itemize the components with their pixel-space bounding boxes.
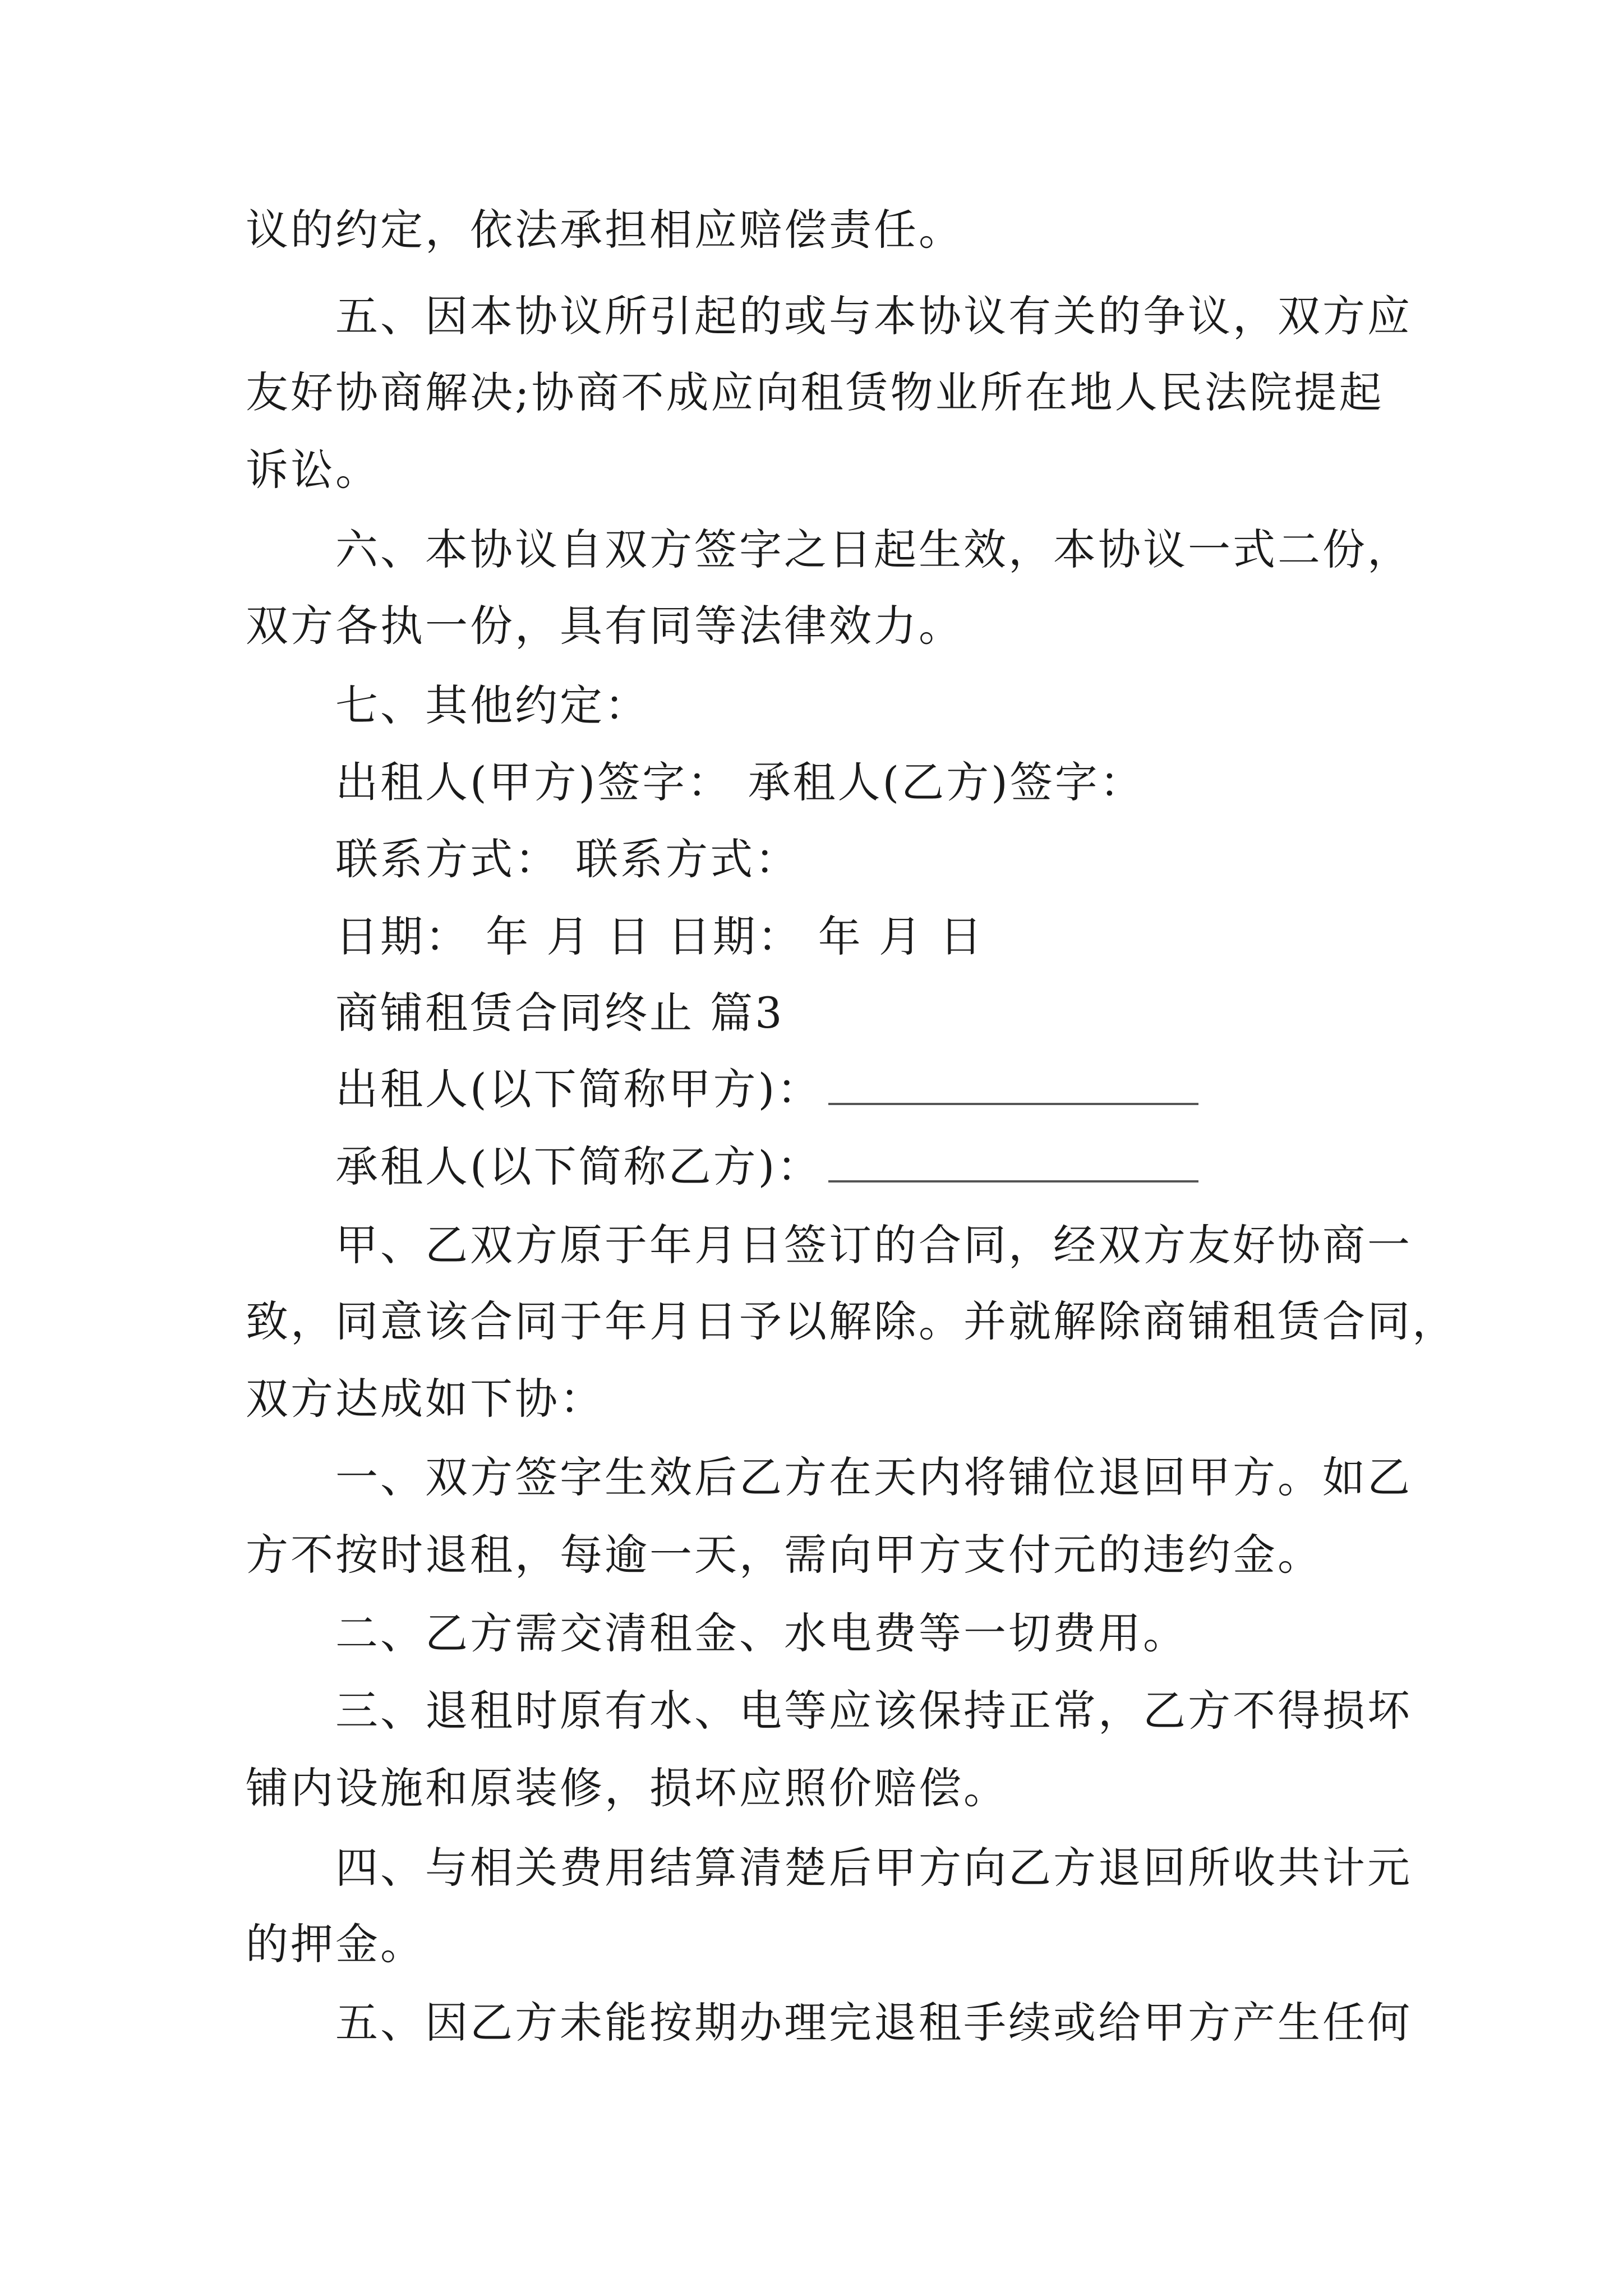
section-heading: 商铺租赁合同终止 篇3 bbox=[335, 988, 785, 1038]
lessee-blank-underline bbox=[828, 1180, 1198, 1182]
body-text-line: 六、本协议自双方签字之日起生效，本协议一式二份， bbox=[335, 524, 1412, 574]
body-text-line: 五、因乙方未能按期办理完退租手续或给甲方产生任何 bbox=[335, 1998, 1412, 2047]
body-text-line: 双方达成如下协： bbox=[246, 1374, 605, 1424]
date-line: 日期： 年 月 日 日期： 年 月 日 bbox=[335, 912, 985, 961]
body-text-line: 五、因本协议所引起的或与本协议有关的争议，双方应 bbox=[335, 291, 1412, 341]
body-text-line: 致，同意该合同于年月日予以解除。并就解除商铺租赁合同， bbox=[246, 1296, 1457, 1346]
body-text-line: 甲、乙双方原于年月日签订的合同，经双方友好协商一 bbox=[335, 1220, 1412, 1270]
lessor-label: 出租人(以下简称甲方)： bbox=[335, 1064, 822, 1114]
signature-line: 出租人(甲方)签字： 承租人(乙方)签字： bbox=[335, 757, 1145, 807]
body-text-line: 铺内设施和原装修，损坏应照价赔偿。 bbox=[246, 1763, 1008, 1813]
body-text-line: 诉讼。 bbox=[246, 445, 380, 495]
body-text-line: 方不按时退租，每逾一天，需向甲方支付元的违约金。 bbox=[246, 1530, 1322, 1580]
body-text-line: 一、双方签字生效后乙方在天内将铺位退回甲方。如乙 bbox=[335, 1452, 1412, 1502]
body-text-line: 议的约定，依法承担相应赔偿责任。 bbox=[246, 205, 963, 255]
body-text-line: 的押金。 bbox=[246, 1919, 425, 1969]
lessor-blank-underline bbox=[828, 1103, 1198, 1105]
body-text-line: 三、退租时原有水、电等应该保持正常，乙方不得损坏 bbox=[335, 1686, 1412, 1736]
lessee-label: 承租人(以下简称乙方)： bbox=[335, 1142, 822, 1191]
body-text-line: 双方各执一份，具有同等法律效力。 bbox=[246, 601, 963, 651]
lessee-field bbox=[335, 1139, 1198, 1195]
body-text-line: 二、乙方需交清租金、水电费等一切费用。 bbox=[335, 1608, 1188, 1658]
body-text-line: 七、其他约定： bbox=[335, 680, 649, 730]
body-text-line: 四、与相关费用结算清楚后甲方向乙方退回所收共计元 bbox=[335, 1843, 1412, 1893]
contact-line: 联系方式： 联系方式： bbox=[335, 834, 800, 884]
lessor-field bbox=[335, 1061, 1198, 1117]
body-text-line: 友好协商解决;协商不成应向租赁物业所在地人民法院提起 bbox=[246, 367, 1384, 417]
